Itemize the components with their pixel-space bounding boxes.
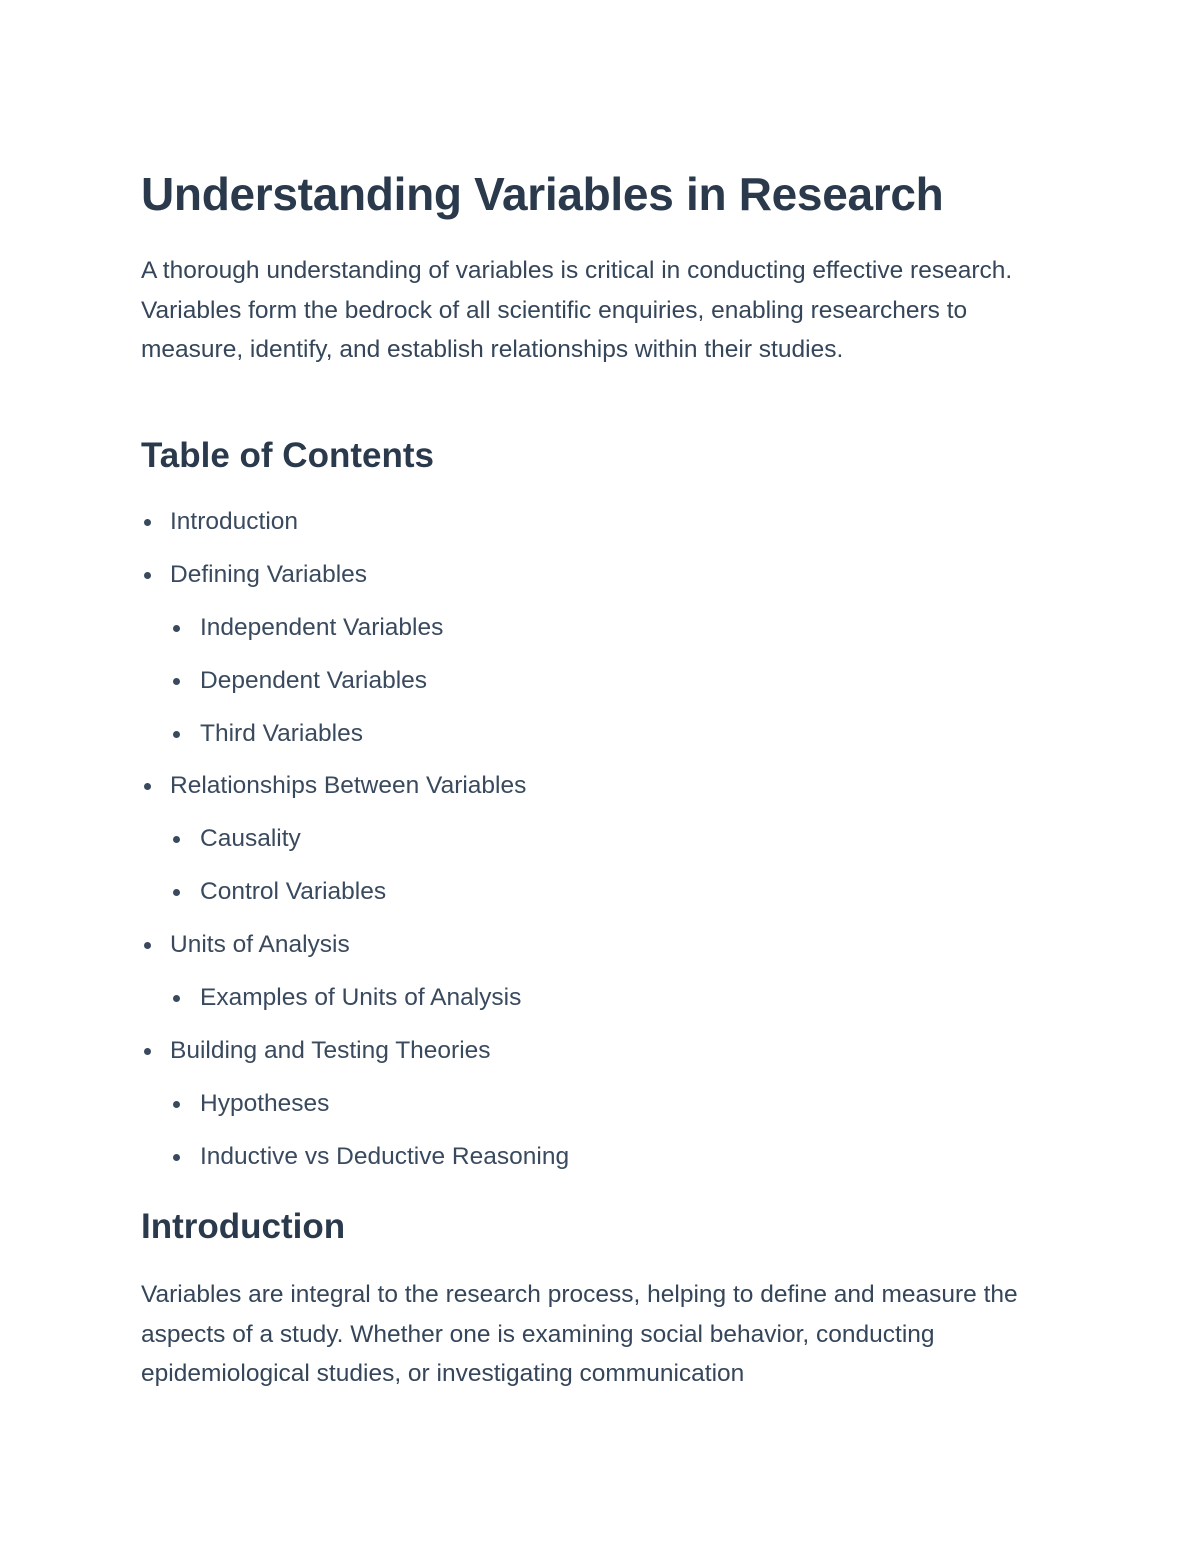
toc-item-label: Control Variables [200,878,387,906]
toc-item-label: Independent Variables [200,613,444,641]
bullet-icon [173,995,180,1002]
bullet-icon [173,678,180,685]
introduction-heading: Introduction [141,1207,346,1246]
toc-item-label: Defining Variables [170,560,368,588]
bullet-icon [173,889,180,896]
toc-item-label: Causality [200,825,301,853]
bullet-icon [173,625,180,632]
bullet-icon [144,572,151,579]
toc-heading: Table of Contents [141,436,434,475]
bullet-icon [144,1048,151,1055]
toc-item-label: Relationships Between Variables [170,772,527,800]
toc-item-label: Building and Testing Theories [170,1036,491,1064]
toc-item-label: Inductive vs Deductive Reasoning [200,1142,570,1170]
toc-item-label: Examples of Units of Analysis [200,984,522,1012]
bullet-icon [144,942,151,949]
bullet-icon [173,836,180,843]
toc-item-label: Third Variables [200,719,363,747]
intro-paragraph: A thorough understanding of variables is critical in conducting effective research. Variables form the bedrock of all scientific enquiries, enabling researchers to measure, identify, and establish relationships within their studies. [141,257,1013,364]
document-title: Understanding Variables in Research [141,168,944,220]
bullet-icon [173,731,180,738]
toc-item-label: Units of Analysis [170,931,350,959]
toc-item-label: Introduction [170,508,299,535]
bullet-icon [144,519,151,526]
toc-item-label: Hypotheses [200,1089,330,1117]
toc-item-label: Dependent Variables [200,666,428,694]
bullet-icon [173,1101,180,1108]
bullet-icon [144,783,151,790]
introduction-paragraph: Variables are integral to the research process, helping to define and measure the aspects of a study. Whether one is examining social behavior, conducting epidemiological studies, or investigating communication [141,1281,1018,1388]
bullet-icon [173,1154,180,1161]
